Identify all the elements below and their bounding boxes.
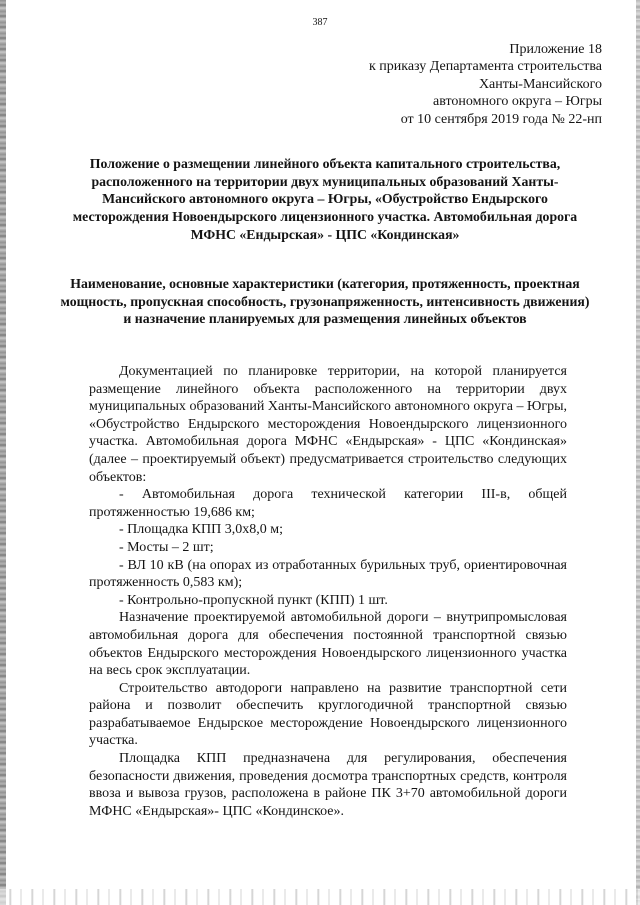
appendix-block <box>272 41 602 128</box>
document-title: Положение о размещении линейного объекта капитального строительства, расположенного на территории двух муниципальных образований Ханты-Мансийского автономного округа – Югры, «Обустройство Ендырского месторождения Новоендырского лицензионного участка. Автомобильная дорога МФНС «Ендырская» - ЦПС «Кондинская» <box>72 156 578 242</box>
appendix-line: автономного округа – Югры <box>433 94 602 110</box>
appendix-line: к приказу Департамента строительства <box>368 59 602 75</box>
appendix-line: Ханты-Мансийского <box>478 76 602 92</box>
page-number: 387 <box>312 17 328 28</box>
list-item-road: - Автомобильная дорога технической категории III-в, общей протяженностью 19,686 км; <box>89 487 567 520</box>
appendix-line: от 10 сентября 2019 года № 22-нп <box>400 111 602 127</box>
intro-paragraph: Документацией по планировке территории, на которой планируется размещение линейного объекта расположенного на территории двух муниципальных образований Ханты-Мансийского автономного округа – Югры, «Обустройство Ендырского месторождения Новоендырского лицензионного участка. Автомобильная дорога МФНС «Ендырская» - ЦПС «Кондинская» (далее – проектируемый объект) предусматривается строительство следующих объектов: <box>89 364 567 485</box>
list-item-checkpoint: - Контрольно-пропускной пункт (КПП) 1 шт. <box>119 592 388 608</box>
scan-edge-right <box>636 0 640 905</box>
section-heading: Наименование, основные характеристики (категория, протяженность, проектная мощность, пропускная способность, грузонапряженность, интенсивность движения) и назначение планируемых для размещения линейных объектов <box>60 276 590 327</box>
scan-edge-bottom <box>0 889 640 905</box>
checkpoint-paragraph: Площадка КПП предназначена для регулирования, обеспечения безопасности движения, проведения досмотра транспортных средств, контроля ввоза и вывоза грузов, расположена в районе ПК 3+70 автомобильной дороги МФНС «Ендырская»- ЦПС «Кондинское». <box>89 751 567 819</box>
development-paragraph: Строительство автодороги направлено на развитие транспортной сети района и позволит обеспечить круглогодичной транспортной связью разрабатываемое Ендырское месторождение Новоендырского лицензионного участка. <box>89 680 567 749</box>
list-item-power-line: - ВЛ 10 кВ (на опорах из отработанных бурильных труб, ориентировочная протяженность 0,583 км); <box>89 557 567 591</box>
list-item-kpp-site: - Площадка КПП 3,0х8,0 м; <box>119 522 283 538</box>
list-item-bridges: - Мосты – 2 шт; <box>119 539 214 555</box>
scan-edge-left <box>0 0 6 905</box>
document-body <box>89 363 567 820</box>
purpose-paragraph: Назначение проектируемой автомобильной дороги – внутрипромысловая автомобильная дорога для обеспечения постоянной транспортной связью объектов Ендырского месторождения Новоендырского лицензионного участка на весь срок эксплуатации. <box>89 610 567 679</box>
appendix-line: Приложение 18 <box>509 42 602 57</box>
